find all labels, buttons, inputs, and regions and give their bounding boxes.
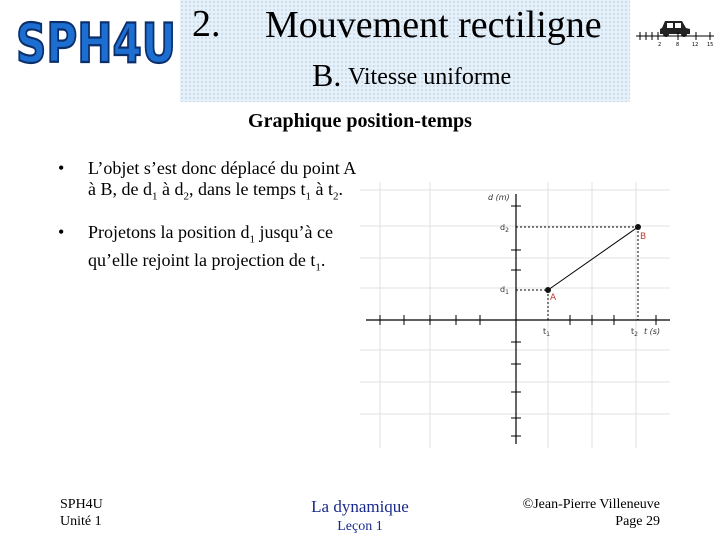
bullet-icon: •	[58, 221, 65, 242]
point-b-marker	[635, 224, 641, 230]
position-time-graph	[360, 182, 672, 448]
point-b-label: B	[640, 232, 647, 242]
section-heading: Graphique position-temps	[248, 110, 472, 132]
bullet-item: • Projetons la position $d_1$ jusqu’à ce qu’elle rejoint la projection de $t_1$.	[58, 221, 333, 274]
page-subtitle: Vitesse uniforme	[348, 64, 512, 90]
x-axis-label: t (s)	[644, 327, 661, 336]
axis-ticks	[380, 206, 656, 436]
car-tick-label: 12	[692, 42, 699, 48]
bullet-icon: •	[58, 158, 65, 178]
car-tick-label: 8	[676, 42, 680, 48]
footer-topic	[260, 497, 460, 535]
car-icon	[634, 8, 716, 48]
subtitle-letter: B.	[312, 57, 342, 93]
point-a-label: A	[550, 293, 557, 303]
gridlines	[360, 182, 670, 448]
footer-topic-title: La dynamique	[311, 497, 409, 516]
footer-author: ©Jean-Pierre Villeneuve	[522, 497, 660, 512]
t1-label: $t_1$	[543, 327, 550, 338]
t2-label: $t_2$	[631, 327, 638, 338]
footer-lesson: Leçon 1	[337, 519, 383, 534]
sph4u-logo	[12, 10, 180, 72]
d1-label: $d_1$	[500, 285, 509, 296]
footer-unit: Unité 1	[60, 514, 102, 529]
svg-text:SPH4U: SPH4U	[16, 12, 176, 72]
car-tick-label: 2	[658, 42, 662, 48]
projection-lines	[516, 227, 638, 320]
footer-page-number: Page 29	[615, 514, 660, 529]
bullet-list	[58, 158, 358, 293]
title-number: 2.	[192, 3, 221, 45]
footer-course	[60, 496, 103, 530]
y-axis-label: d (m)	[488, 193, 510, 202]
d2-label: $d_2$	[500, 223, 509, 234]
footer-credit	[523, 496, 660, 530]
car-tick-label: 15	[707, 42, 714, 48]
footer-course-code: SPH4U	[60, 497, 103, 512]
bullet-item: • L’objet s’est donc déplacé du point A à B, de $d_1$ à $d_2$, dans le temps $t_1$ à $t_2$.	[58, 158, 356, 203]
page-title: Mouvement rectiligne	[265, 4, 602, 46]
